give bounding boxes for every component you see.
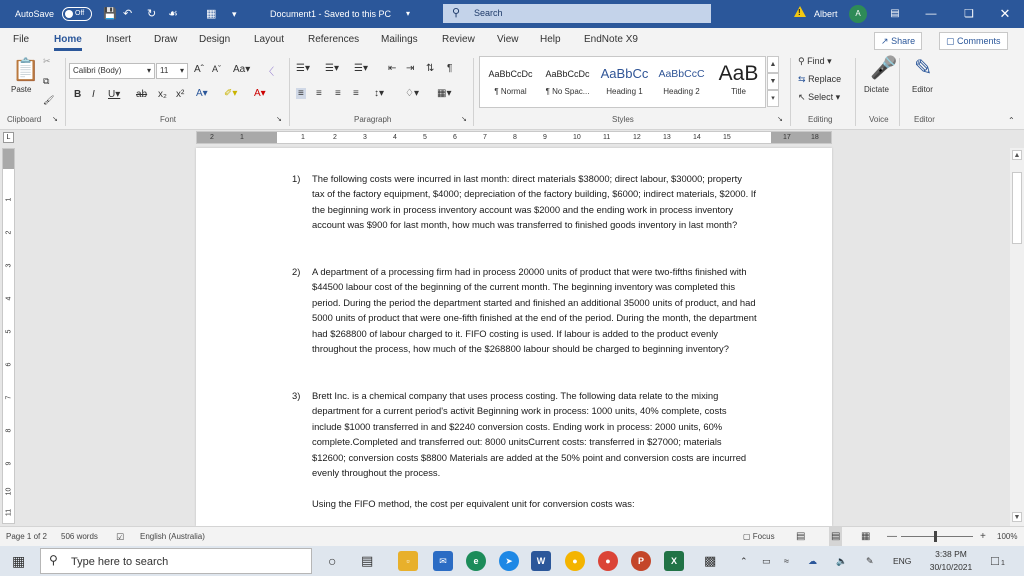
windows-start-icon[interactable]: ▦ — [12, 553, 26, 569]
decrease-indent-icon[interactable]: ⇤ — [388, 63, 397, 74]
proofing-icon[interactable]: ☑ — [116, 532, 125, 542]
styles-group-label: Styles — [612, 115, 634, 124]
separator — [855, 58, 856, 126]
ruler-number: 2 — [5, 230, 13, 235]
search-box[interactable] — [443, 4, 711, 23]
paste-icon[interactable]: 📋 — [12, 57, 40, 82]
print-layout-icon[interactable]: ▤ — [829, 527, 842, 547]
change-case-icon[interactable]: Aa▾ — [233, 64, 251, 75]
cortana-icon[interactable]: ○ — [328, 553, 337, 569]
ruler-number: 7 — [483, 134, 487, 141]
editor-label[interactable]: Editor — [912, 85, 933, 94]
focus-icon: ▢ — [743, 532, 751, 541]
print-preview-icon[interactable]: ▦ — [206, 8, 217, 20]
share-label: Share — [891, 36, 916, 46]
read-mode-icon[interactable]: ▤ — [796, 531, 806, 542]
ruler-number: 6 — [5, 362, 13, 367]
question-1-text: The following costs were incurred in last month: direct materials $38000; direct labour, $30000; property tax of the factory equipment, $4000; depreciation of the factory building, $6000; indirect materials, $2000. If the beginning work in process inventory account was $2000 and the ending work in process inventory account was $900 for last month, how much was transferred to finished goods inventory in last month? — [312, 173, 757, 231]
comments-button[interactable] — [939, 32, 1008, 50]
superscript-icon[interactable]: x² — [176, 89, 185, 100]
separator — [65, 58, 66, 126]
tab-draw[interactable]: Draw — [154, 34, 178, 45]
share-icon: ↗ — [881, 36, 889, 46]
shading-icon[interactable]: ♢▾ — [405, 88, 419, 99]
zoom-slider[interactable] — [901, 536, 973, 537]
tab-layout[interactable]: Layout — [254, 34, 285, 45]
question-number: 2) — [292, 266, 301, 277]
select-label: Select — [808, 92, 834, 102]
justify-icon[interactable]: ≡ — [353, 88, 359, 99]
clipboard-group-label: Clipboard — [7, 115, 42, 124]
language-label[interactable]: English (Australia) — [140, 532, 205, 541]
ribbon-display-icon[interactable]: ▤ — [890, 8, 900, 19]
apps-icon[interactable]: ▩ — [704, 553, 717, 568]
bullets-icon[interactable]: ☰▾ — [296, 63, 310, 74]
chevron-up-icon[interactable]: ⌃ — [740, 556, 748, 566]
volume-icon[interactable]: 🔈 — [836, 556, 848, 566]
strikethrough-icon[interactable]: ab — [136, 89, 148, 100]
font-name-combo[interactable] — [69, 63, 155, 79]
edge-icon[interactable]: e — [466, 551, 486, 571]
ruler-number: 6 — [453, 134, 457, 141]
separator — [899, 58, 900, 126]
word-count[interactable]: 506 words — [61, 532, 98, 541]
borders-icon[interactable]: ▦▾ — [437, 88, 452, 99]
microphone-icon[interactable]: 🎤 — [870, 55, 898, 80]
ruler-number: 15 — [723, 134, 731, 141]
ruler-number: 3 — [5, 263, 13, 268]
collapse-ribbon-icon[interactable]: ⌃ — [1008, 116, 1015, 125]
format-painter-icon[interactable]: 🖌 — [43, 95, 55, 105]
gallery-down-arrow-icon[interactable]: ▼ — [767, 73, 779, 90]
style-name: ¶ Normal — [494, 87, 527, 96]
copy-icon[interactable]: ⧉ — [43, 76, 50, 86]
restore-icon[interactable]: ❏ — [964, 8, 974, 20]
scroll-down-icon[interactable]: ▼ — [1013, 514, 1021, 521]
subscript-icon[interactable]: x₂ — [158, 89, 167, 100]
style-preview: AaB — [718, 62, 759, 85]
style-preview: AaBbCcDc — [545, 69, 590, 79]
ruler-number: 4 — [393, 134, 397, 141]
mail-icon[interactable]: ✉ — [433, 551, 453, 571]
web-layout-icon[interactable]: ▦ — [861, 531, 871, 542]
chevron-down-icon: ▾ — [179, 66, 184, 75]
ruler-number: 5 — [423, 134, 427, 141]
touch-mode-icon[interactable]: ☙ — [168, 8, 178, 20]
document-title[interactable]: Document1 - Saved to this PC — [270, 9, 392, 19]
ruler-number: 4 — [5, 296, 13, 301]
status-bar — [0, 526, 1024, 546]
ruler-number: 8 — [5, 428, 13, 433]
taskbar-search[interactable] — [40, 548, 312, 574]
cut-icon[interactable]: ✂ — [43, 56, 51, 66]
search-placeholder: Search — [474, 8, 503, 18]
title-bar — [0, 0, 1024, 28]
dialog-launcher-icon[interactable]: ↘ — [777, 116, 783, 123]
user-name[interactable]: Albert — [814, 9, 838, 19]
style-name: Title — [731, 87, 746, 96]
line-spacing-icon[interactable]: ↕▾ — [374, 88, 385, 99]
ruler-number: 1 — [240, 134, 244, 141]
zoom-out-icon[interactable]: — — [887, 531, 897, 542]
minimize-icon[interactable]: — — [925, 8, 937, 20]
ruler-number: 8 — [513, 134, 517, 141]
battery-icon[interactable]: ▭ — [762, 556, 771, 566]
dialog-launcher-icon[interactable]: ↘ — [276, 116, 282, 123]
notification-count: 1 — [1001, 560, 1005, 567]
zoom-thumb[interactable] — [934, 531, 937, 542]
cursor-icon: ↖ — [798, 92, 806, 102]
question-2-text: A department of a processing firm had in process 20000 units of product that were two-fifths finished with $44500 labour cost of the beginning of the current month. The beginning inventory was completed this period. During the period the department started and finished an additional 35000 units of product, and had 5000 units of product that were one-fifth finished at the end of the period. During the month, the department had $268800 of labour charged to it. FIFO costing is used. If labour is added to the product evenly throughout the process, how much of the $268800 labour should be charged to beginning inventory? — [312, 266, 757, 355]
question-3-text: Brett Inc. is a chemical company that uses process costing. The following data relate to the mixing department for a current period's activit Beginning work in process: 1000 units, 40% complete, costs include $1000 transferred in and $2240 conversion costs. Ending work in process: 2000 units, 60% complete.Completed and transferred out: 8000 unitsCurrent costs: transferred in $27000; materials $12600; conversion costs $8800 Materials are added at the 50% point and conversion costs are incurred evenly throughout the process. — [312, 390, 747, 479]
ruler-number: 11 — [5, 508, 13, 517]
numbering-icon[interactable]: ☰▾ — [325, 63, 339, 74]
font-size-combo[interactable] — [156, 63, 188, 79]
text-effects-icon[interactable]: A▾ — [196, 88, 208, 99]
tab-home[interactable]: Home — [54, 28, 82, 52]
dialog-launcher-icon[interactable]: ↘ — [52, 116, 58, 123]
editing-group-label: Editing — [808, 115, 833, 124]
ribbon-tabs — [0, 28, 1024, 52]
chevron-down-icon: ▾ — [146, 66, 151, 75]
style-heading-2[interactable] — [653, 61, 710, 105]
clear-formatting-icon[interactable]: 〈 — [264, 67, 274, 78]
clock[interactable] — [918, 548, 984, 574]
wifi-icon[interactable]: ≈ — [784, 556, 789, 566]
ruler-number: 18 — [811, 134, 819, 141]
style-normal[interactable] — [482, 61, 539, 105]
chevron-down-icon[interactable]: ▾ — [406, 9, 411, 18]
sort-icon[interactable]: ⇅ — [426, 63, 435, 74]
tab-mailings[interactable]: Mailings — [381, 34, 418, 45]
dialog-launcher-icon[interactable]: ↘ — [461, 116, 467, 123]
ruler-number: 2 — [210, 134, 214, 141]
date: 30/10/2021 — [929, 562, 973, 572]
zoom-level[interactable]: 100% — [997, 532, 1018, 541]
dictate-label[interactable]: Dictate — [864, 85, 889, 94]
tab-insert[interactable]: Insert — [106, 34, 132, 45]
style-name: Heading 1 — [606, 87, 643, 96]
align-center-icon[interactable]: ≡ — [316, 88, 322, 99]
vertical-scrollbar[interactable] — [1010, 148, 1024, 526]
scroll-up-icon[interactable]: ▲ — [1013, 152, 1021, 159]
ruler-number: 3 — [363, 134, 367, 141]
style-name: Heading 2 — [663, 87, 700, 96]
font-name-value: Calibri (Body) — [73, 66, 122, 75]
replace-icon: ⇆ — [798, 74, 806, 84]
style-preview: AaBbCcDc — [488, 69, 533, 79]
style-name: ¶ No Spac... — [545, 87, 590, 96]
paragraph-group-label: Paragraph — [354, 115, 392, 124]
ruler-left-margin — [197, 132, 277, 143]
time: 3:38 PM — [935, 549, 967, 559]
style-preview: AaBbCcC — [658, 68, 705, 80]
page-count[interactable]: Page 1 of 2 — [6, 532, 47, 541]
scroll-thumb[interactable] — [1012, 172, 1022, 244]
chrome-icon[interactable]: ● — [598, 551, 618, 571]
save-icon[interactable]: 💾 — [103, 8, 117, 20]
increase-indent-icon[interactable]: ⇥ — [406, 63, 415, 74]
autosave-toggle[interactable] — [62, 7, 92, 21]
ruler-number: 17 — [783, 134, 791, 141]
editor-group-label: Editor — [914, 115, 935, 124]
style-no-spacing[interactable] — [539, 61, 596, 105]
close-icon[interactable]: ✕ — [999, 6, 1011, 21]
ruler-number: 10 — [5, 487, 13, 496]
style-preview: AaBbCc — [600, 66, 649, 81]
telegram-icon[interactable]: ➤ — [499, 551, 519, 571]
align-right-icon[interactable]: ≡ — [335, 88, 341, 99]
ruler-number: 1 — [301, 134, 305, 141]
grow-font-icon[interactable]: Aˆ — [194, 64, 204, 75]
chrome-canary-icon[interactable]: ● — [565, 551, 585, 571]
font-color-icon[interactable]: A▾ — [254, 88, 266, 99]
paste-label[interactable]: Paste — [11, 85, 32, 94]
tab-help[interactable]: Help — [540, 34, 561, 45]
underline-icon[interactable]: U▾ — [108, 89, 121, 100]
ruler-right-margin — [771, 132, 831, 143]
onedrive-icon[interactable]: ☁ — [808, 556, 817, 566]
highlight-icon[interactable]: ✐▾ — [224, 88, 238, 99]
autosave-state: Off — [75, 10, 85, 17]
multilevel-list-icon[interactable]: ☰▾ — [354, 63, 368, 74]
tab-selector-icon[interactable]: L — [3, 132, 14, 143]
focus-button[interactable] — [743, 527, 775, 547]
align-left-icon[interactable]: ≡ — [298, 88, 304, 99]
focus-label: Focus — [752, 532, 775, 541]
separator — [473, 58, 474, 126]
warning-icon[interactable]: ! — [794, 6, 806, 17]
comments-label: Comments — [957, 36, 1001, 46]
ruler-number: 2 — [333, 134, 337, 141]
avatar[interactable]: A — [849, 5, 867, 23]
question-number: 3) — [292, 390, 301, 401]
ruler-number: 13 — [663, 134, 671, 141]
replace-button[interactable] — [798, 74, 841, 85]
font-size-value: 11 — [160, 66, 169, 75]
search-icon: ⚲ — [49, 553, 58, 567]
zoom-in-icon[interactable]: + — [980, 531, 986, 542]
find-label: Find — [807, 56, 825, 66]
separator — [289, 58, 290, 126]
tab-view[interactable]: View — [497, 34, 519, 45]
undo-icon[interactable]: ↶ — [123, 8, 133, 20]
pilcrow-icon[interactable]: ¶ — [447, 63, 453, 74]
comment-icon: ▢ — [946, 36, 955, 46]
select-button[interactable]: ↖ Select ▾ — [798, 92, 841, 102]
gallery-more-icon[interactable]: ▾ — [767, 90, 779, 107]
tab-design[interactable]: Design — [199, 34, 231, 45]
file-explorer-icon[interactable]: ▫ — [398, 551, 418, 571]
voice-group-label: Voice — [869, 115, 889, 124]
find-button[interactable]: ⚲ Find ▾ — [798, 56, 832, 66]
word-icon[interactable]: W — [531, 551, 551, 571]
italic-icon[interactable]: I — [92, 89, 95, 100]
share-button[interactable] — [874, 32, 922, 50]
separator — [790, 58, 791, 126]
find-icon: ⚲ — [798, 56, 805, 66]
taskbar — [0, 546, 1024, 576]
ruler-number: 10 — [573, 134, 581, 141]
editor-pen-icon[interactable]: ✎ — [914, 55, 933, 80]
question-3-followup: Using the FIFO method, the cost per equivalent unit for conversion costs was: — [312, 498, 635, 509]
autosave-label: AutoSave — [15, 9, 55, 19]
search-icon: ⚲ — [452, 7, 461, 19]
taskbar-search-placeholder: Type here to search — [71, 556, 169, 568]
ruler-number: 12 — [633, 134, 641, 141]
ruler-number: 14 — [693, 134, 701, 141]
document-page[interactable] — [196, 148, 832, 526]
ruler-number: 9 — [5, 461, 13, 466]
ruler-number: 5 — [5, 329, 13, 334]
ruler-top-margin — [3, 149, 14, 169]
redo-icon[interactable]: ↻ — [147, 8, 157, 20]
notification-icon[interactable]: □ — [991, 553, 999, 568]
powerpoint-icon[interactable]: P — [631, 551, 651, 571]
horizontal-ruler[interactable] — [196, 131, 832, 144]
ruler-number: 7 — [5, 395, 13, 400]
customize-qat-icon[interactable]: ▾ — [232, 9, 237, 19]
language-indicator[interactable]: ENG — [893, 556, 912, 566]
tab-file[interactable]: File — [13, 34, 30, 45]
vertical-ruler[interactable] — [2, 148, 15, 524]
excel-icon[interactable]: X — [664, 551, 684, 571]
pen-icon[interactable]: ✎ — [866, 556, 874, 566]
ruler-number: 1 — [5, 197, 13, 202]
task-view-icon[interactable]: ▤ — [361, 553, 374, 568]
styles-gallery — [479, 56, 766, 108]
tab-references[interactable]: References — [308, 34, 360, 45]
replace-label: Replace — [808, 74, 842, 84]
tab-endnote[interactable]: EndNote X9 — [584, 34, 638, 45]
gallery-up-arrow-icon[interactable]: ▲ — [767, 56, 779, 73]
bold-icon[interactable]: B — [74, 89, 82, 100]
tab-review[interactable]: Review — [442, 34, 475, 45]
style-heading-1[interactable] — [596, 61, 653, 105]
question-number: 1) — [292, 173, 301, 184]
shrink-font-icon[interactable]: Aˇ — [212, 64, 221, 74]
ruler-number: 9 — [543, 134, 547, 141]
style-title[interactable] — [710, 61, 767, 105]
font-group-label: Font — [160, 115, 177, 124]
ruler-number: 11 — [603, 134, 611, 141]
